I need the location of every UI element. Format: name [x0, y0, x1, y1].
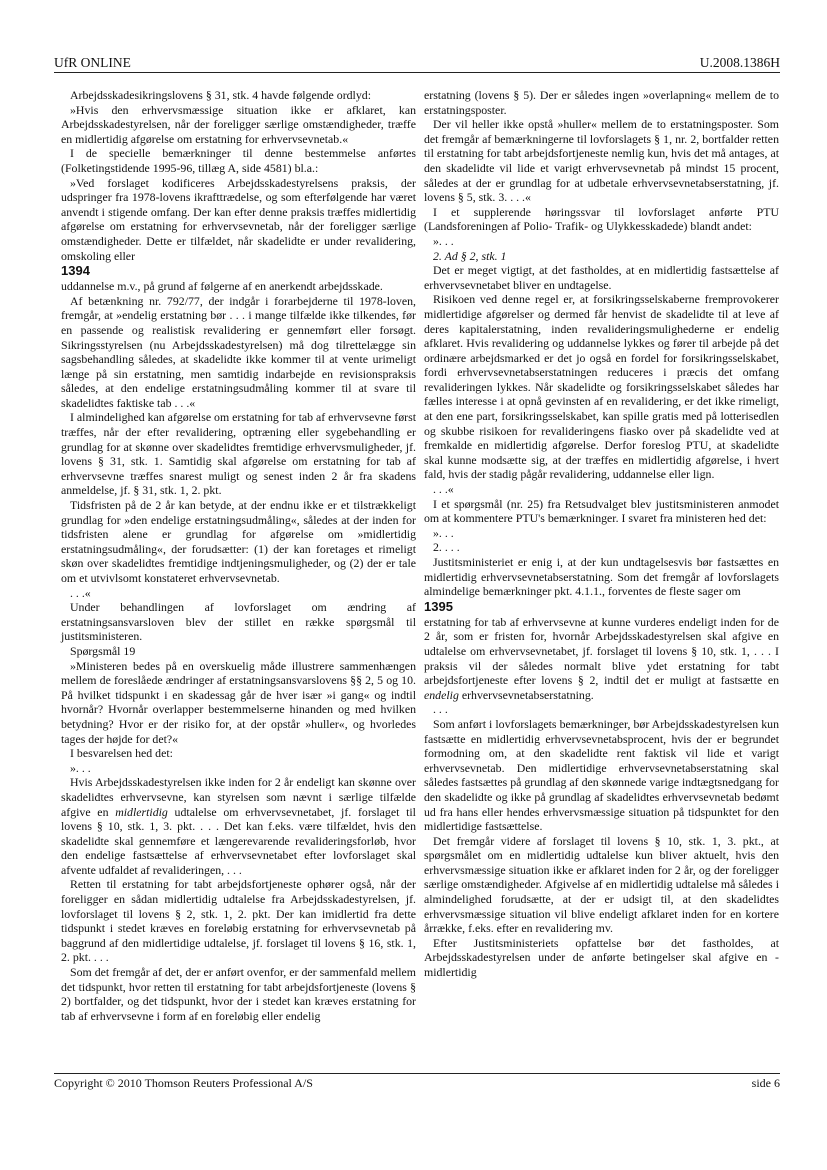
- paragraph: Risikoen ved denne regel er, at forsikringsselskaberne fremprovokerer midlertidige afgørelser og dermed får henvist de skadelidte til at leve af deres kapitalerstatning, inden revalideringsmulighederne er endelig afklaret. Hvis revalidering og uddannelse lykkes og fører til arbejde på det ordinære arbejdsmarked er det jo også en fordel for forsikringsselskabet, fordi erhvervsevnetabserstatningen reduceres i præcis det omfang revalideringen lykkes. Når skadelidte og forsikringsselskabet således har fælles interesse i at opnå gevinsten af en revalidering, er det ikke rimeligt, at den ene part, forsikringsselskabet, kan spille gratis med på lotterisedlen og skubbe risikoen for revalideringens fiasko over på skadelidte ved at fremkalde en midlertidig afgørelse. Derfor foreslog PTU, at skadelidte skal kunne modsætte sig, at der træffes en midlertidig afgørelse, i hvert fald, hvis der stadig pågår revalidering, uddannelse eller lign.: [424, 292, 779, 482]
- paragraph: Spørgsmål 19: [70, 643, 136, 658]
- paragraph: I besvarelsen hed det:: [70, 746, 173, 761]
- paragraph: Efter Justitsministeriets opfattelse bør det fastholdes, at Arbejdsskadestyrelsen under de anførte betingelser skal afgive en - midlertidig: [424, 935, 779, 980]
- paragraph: . . .«: [433, 482, 454, 497]
- paragraph: I de specielle bemærkninger til denne bestemmelse anførtes (Folketingstidende 1995-96, tillæg A, side 4581) bl.a.:: [61, 146, 416, 175]
- paragraph: Der vil heller ikke opstå »huller« mellem de to erstatningsposter. Som det fremgår af bemærkningerne til lovforslagets § 1, nr. 2, bortfalder retten til erstatning for tabt arbejdsfortjeneste nemlig kun, hvis det må antages, at den skadelidte vil lide et varigt erhvervsevnetab på mindst 15 procent, således at der er grundlag for at udbetale erhvervsevnetabserstatning, jf. lovens § 5, stk. 3. . . .«: [424, 117, 779, 205]
- page-footer: [54, 1076, 780, 1092]
- paragraph: Af betænkning nr. 792/77, der indgår i forarbejderne til 1978-loven, fremgår, at »endelig erstatning bør . . . i mange tilfælde ikke tilkendes, før en passende og realistisk revalidering er gennemført eller forsøgt. Sikringsstyrelsen (nu Arbejdsskadestyrelsen) må dog tilrettelægge sin sagsbehandling således, at skadelidte ikke kommer til at vente urimeligt længe på sin erstatning, men samtidig indarbejde en revisionspraksis således, at den endelige erstatningsudmåling kommer til at svare til skadelidtes faktiske tab . . .«: [61, 293, 416, 410]
- copyright-notice: Copyright © 2010 Thomson Reuters Professional A/S: [54, 1076, 313, 1090]
- paragraph: erstatning (lovens § 5). Der er således ingen »overlapning« mellem de to erstatningsposter.: [424, 88, 779, 117]
- italic-text: 2. Ad § 2, stk. 1: [433, 248, 507, 263]
- paragraph: ». . .: [70, 760, 91, 775]
- italic-text: midlertidig: [115, 804, 168, 819]
- italic-text: endelig: [424, 687, 459, 702]
- paragraph: Justitsministeriet er enig i, at der kun undtagelsesvis bør fastsættes en midlertidig erhvervsevnetabserstatning. Som det fremgår af lovforslagets almindelige bemærkninger pkt. 4.1.1., forventes de fleste sager om: [424, 555, 779, 599]
- paragraph: Under behandlingen af lovforslaget om ændring af erstatningsansvarsloven blev der stillet en række spørgsmål til justitsministeren.: [61, 600, 416, 644]
- paragraph: I et supplerende høringssvar til lovforslaget anførte PTU (Landsforeningen af Polio- Trafik- og Ulykkesskadede) blandt andet:: [424, 204, 779, 234]
- publication-name: UfR ONLINE: [54, 55, 131, 70]
- paragraph: uddannelse m.v., på grund af følgerne af en anerkendt arbejdsskade.: [61, 279, 383, 294]
- page-number: side 6: [751, 1076, 780, 1090]
- paragraph: Som anført i lovforslagets bemærkninger, bør Arbejdsskadestyrelsen kun fastsætte en midlertidig erhvervsevnetabsprocent, hvis der er begrundet formodning om, at den skadelidte rent faktisk vil lide et varigt erhvervsevnetab. Den midlertidige erhvervsevnetabserstatning skal således fastsættes på grundlag af den skønnede varige indtægtsnedgang for den skadelidte og ikke på grundlag af skadelidtes erhvervsevnetab bedømt ud fra hans eller hendes erhvervsmæssige situation på tidspunktet for den midlertidige fastsættelse.: [424, 716, 779, 834]
- paragraph: Det er meget vigtigt, at det fastholdes, at en midlertidig fastsættelse af erhvervsevnetabet bliver en undtagelse.: [424, 263, 779, 292]
- header-rule: [54, 72, 780, 73]
- document-reference: U.2008.1386H: [699, 55, 780, 70]
- paragraph: . . .«: [70, 585, 91, 600]
- margin-page-number: 1395: [424, 598, 453, 614]
- paragraph: »Ved forslaget kodificeres Arbejdsskadestyrelsens praksis, der udspringer fra 1978-lovens ikrafttrædelse, og som efterfølgende har været anvendt i stigende omfang. Der kan efter denne praksis træffes midlertidig afgørelse om erstatning for erhvervsevnetab, når der foreligger særlige omstændigheder. Dette er tilfældet, når skadelidte er under revalidering, omskoling eller: [61, 175, 416, 263]
- paragraph: I et spørgsmål (nr. 25) fra Retsudvalget blev justitsministeren anmodet om at kommentere PTU's bemærkninger. I svaret fra ministeren hed det:: [424, 496, 779, 526]
- margin-page-number: 1394: [61, 263, 90, 279]
- footer-rule: [54, 1073, 780, 1074]
- paragraph: ». . .: [433, 233, 454, 248]
- paragraph: Hvis Arbejdsskadestyrelsen ikke inden for 2 år endeligt kan skønne over skadelidtes erhvervsevne, kan styrelsen som nævnt i særlige tilfælde afgive en midlertidig udtalelse om erhvervsevnetabet, jf. forslaget til lovens § 10, stk. 1, 3. pkt. . . . Det kan f.eks. være tilfældet, hvis den skadelidte skal gennemføre et længerevarende revalideringsforløb, hvor den endelige fastsættelse af erhvervsevnetabet efter lovforslaget skal afvente udfaldet af revalideringen, . . .: [61, 775, 416, 877]
- paragraph: Arbejdsskadesikringslovens § 31, stk. 4 havde følgende ordlyd:: [70, 88, 371, 102]
- paragraph: Retten til erstatning for tabt arbejdsfortjeneste ophører også, når der foreligger en sådan midlertidig udtalelse fra Arbejdsskadestyrelsen, jf. lovforslaget til lovens § 2, stk. 1, 2. pkt. Der kan imidlertid fra dette tidspunkt i stedet kræves en foreløbig erstatning for erhvervsevnetab på baggrund af den midlertidige udtalelse, jf. forslaget til lovens § 16, stk. 1, 2. pkt. . . .: [61, 877, 416, 965]
- paragraph: »Ministeren bedes på en overskuelig måde illustrere sammenhængen mellem de foreslåede ændringer af erstatningsansvarslovens §§ 2, 5 og 10. På hvilket tidspunkt i en skadessag går de hver især »i gang« og indtil hvornår? Hvornår overlapper bestemmelserne hinanden og med hvilken betydning? Hvor er der risiko for, at der opstår »huller«, og hvorledes tages der højde for det?«: [61, 658, 416, 746]
- paragraph: . . .: [433, 702, 448, 717]
- paragraph: Det fremgår videre af forslaget til lovens § 10, stk. 1, 3. pkt., at spørgsmålet om en midlertidig udtalelse kun bliver aktuelt, hvis den erhvervsmæssige situation ikke er afklaret inden for 2 år, og der foreligger særlige omstændigheder. Afgivelse af en midlertidig udtalelse må således i almindelighed forudsætte, at der er udsigt til, at den skadelidtes erhvervsmæssige situation vil blive endeligt afklaret inden for en kortere årrække, f.eks. efter en revalidering mv.: [424, 833, 779, 936]
- paragraph: [424, 249, 779, 264]
- right-column: [424, 88, 779, 980]
- paragraph: I almindelighed kan afgørelse om erstatning for tab af erhvervsevne først træffes, når der efter revalidering, optræning eller sygebehandling er grundlag for at skønne over skadelidtes fremtidige erhvervsmuligheder, jf. lovens § 31, stk. 1. Samtidig skal afgørelse om erstatning for tab af erhvervsevne træffes snarest muligt og senest inden 2 år fra skadens anmeldelse, jf. § 31, stk. 1, 2. pkt.: [61, 410, 416, 498]
- paragraph: 2. . . .: [433, 540, 460, 555]
- paragraph: ». . .: [433, 525, 454, 540]
- paragraph: Tidsfristen på de 2 år kan betyde, at der endnu ikke er et tilstrækkeligt grundlag for »den endelige erstatningsudmåling«, således at der inden for tidsfristen alene er grundlag for afgørelse om »midlertidig erstatningsudmåling«, der forudsætter: (1) der kan foretages et rimeligt skøn over skadelidtes fremtidige indtjeningsmuligheder, og (2) der er tale om et utvivlsomt konstateret erhvervsevnetab.: [61, 498, 416, 585]
- paragraph: Som det fremgår af det, der er anført ovenfor, er der sammenfald mellem det tidspunkt, hvor retten til erstatning for tabt arbejdsfortjeneste (lovens § 2) bortfalder, og det tidspunkt, hvor der i stedet kan kræves erstatning for tab af erhvervsevne i form af en foreløbig eller endelig: [61, 965, 416, 1023]
- left-column: [61, 88, 416, 1023]
- page-header: [54, 55, 780, 73]
- paragraph: »Hvis den erhvervsmæssige situation ikke er afklaret, kan Arbejdsskadestyrelsen, når der foreligger særlige omstændigheder, træffe en midlertidig afgørelse om erstatning for erhvervsevnetab.«: [61, 102, 416, 146]
- paragraph: erstatning for tab af erhvervsevne at kunne vurderes endeligt inden for de 2 år, som er fristen for, hvornår Arbejdsskadestyrelsen skal afgive en udtalelse om erhvervsevnetabet, jf. forslaget til lovens § 10, stk. 1, . . . I praksis vil der således normalt blive ydet erstatning for tabt arbejdsfortjeneste efter lovens § 2, indtil det er muligt at fastsætte en endelig erhvervsevnetabserstatning.: [424, 614, 779, 702]
